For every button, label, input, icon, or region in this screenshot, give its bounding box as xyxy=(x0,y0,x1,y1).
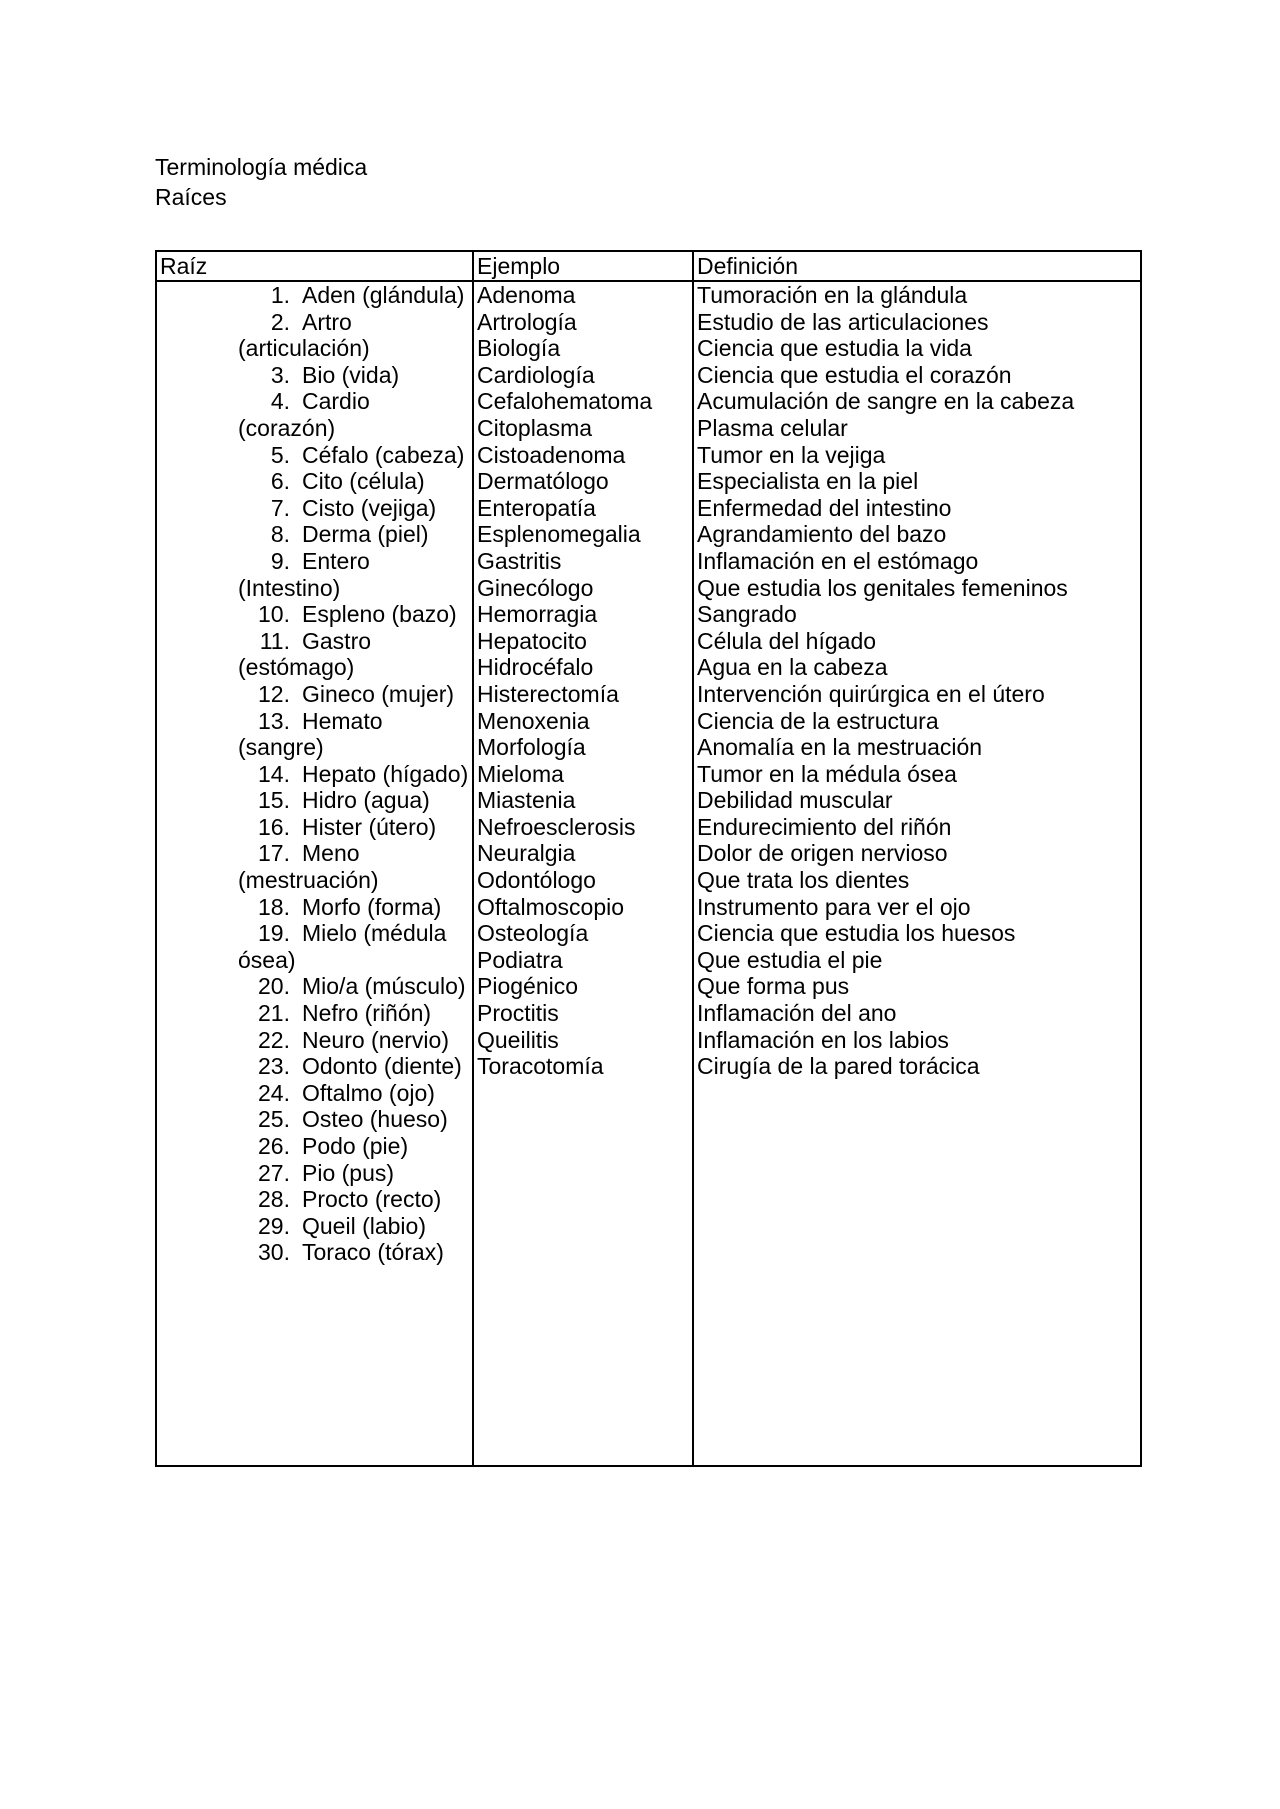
root-item xyxy=(160,1053,469,1080)
example-item: Dermatólogo xyxy=(477,468,609,495)
definition-item: Que trata los dientes xyxy=(697,867,910,894)
example-item: Toracotomía xyxy=(477,1053,604,1080)
definition-item: Tumoración en la glándula xyxy=(697,282,968,308)
root-label: Neuro (nervio) xyxy=(302,1026,449,1053)
root-item xyxy=(160,521,469,548)
root-item xyxy=(160,1133,469,1160)
example-item: Adenoma xyxy=(477,282,576,308)
example-item: Artrología xyxy=(477,308,577,335)
root-number: 29. xyxy=(258,1212,290,1239)
definition-item: Tumor en la médula ósea xyxy=(697,760,957,787)
root-number: 20. xyxy=(258,973,290,1000)
root-item xyxy=(160,495,469,522)
root-number: 2. xyxy=(270,308,290,335)
root-number: 21. xyxy=(258,1000,290,1027)
root-number: 6. xyxy=(270,468,290,495)
root-item xyxy=(160,1027,469,1054)
definition-item: Anomalía en la mestruación xyxy=(697,734,983,761)
root-label: Hemato (sangre) xyxy=(238,707,383,761)
example-item: Podiatra xyxy=(477,946,563,973)
root-item xyxy=(160,309,469,362)
root-number: 16. xyxy=(258,813,290,840)
root-item xyxy=(160,681,469,708)
root-item xyxy=(160,388,469,441)
example-item: Hemorragia xyxy=(477,601,598,628)
root-item xyxy=(160,1160,469,1187)
example-item: Enteropatía xyxy=(477,494,596,521)
root-label: Odonto (diente) xyxy=(302,1053,462,1080)
root-item xyxy=(160,787,469,814)
root-label: Oftalmo (ojo) xyxy=(302,1079,435,1106)
definition-item: Acumulación de sangre en la cabeza xyxy=(697,388,1075,415)
definition-item: Especialista en la piel xyxy=(697,468,919,495)
root-label: Osteo (hueso) xyxy=(302,1106,448,1133)
definition-item: Ciencia que estudia la vida xyxy=(697,335,972,362)
example-item: Miastenia xyxy=(477,787,576,814)
root-label: Queil (labio) xyxy=(302,1212,426,1239)
root-label: Meno (mestruación) xyxy=(238,840,379,894)
root-item xyxy=(160,761,469,788)
example-item: Odontólogo xyxy=(477,867,596,894)
example-item: Gastritis xyxy=(477,547,562,574)
root-number: 28. xyxy=(258,1186,290,1213)
root-item xyxy=(160,601,469,628)
definition-item: Que estudia los genitales femeninos xyxy=(697,574,1068,601)
root-item xyxy=(160,973,469,1000)
definition-item: Plasma celular xyxy=(697,414,848,441)
root-number: 27. xyxy=(258,1159,290,1186)
definition-item: Dolor de origen nervioso xyxy=(697,840,948,867)
root-item xyxy=(160,442,469,469)
root-item xyxy=(160,1080,469,1107)
root-number: 13. xyxy=(258,707,290,734)
examples-list xyxy=(477,282,689,1080)
root-label: Procto (recto) xyxy=(302,1186,442,1213)
root-item xyxy=(160,1213,469,1240)
document-subtitle: Raíces xyxy=(155,184,227,210)
example-item: Citoplasma xyxy=(477,414,593,441)
definition-item: Que estudia el pie xyxy=(697,946,883,973)
root-number: 26. xyxy=(258,1133,290,1159)
definition-item: Inflamación del ano xyxy=(697,1000,897,1027)
root-label: Hidro (agua) xyxy=(302,787,430,814)
root-number: 23. xyxy=(258,1053,290,1080)
document-title: Terminología médica xyxy=(155,154,368,180)
example-item: Cardiología xyxy=(477,361,595,388)
example-item: Osteología xyxy=(477,920,589,947)
root-label: Artro (articulación) xyxy=(238,308,370,362)
root-label: Nefro (riñón) xyxy=(302,1000,432,1027)
root-label: Cisto (vejiga) xyxy=(302,494,437,521)
example-item: Cefalohematoma xyxy=(477,388,653,415)
root-label: Pio (pus) xyxy=(302,1159,395,1186)
root-number: 14. xyxy=(258,760,290,787)
root-label: Toraco (tórax) xyxy=(302,1239,444,1266)
root-number: 5. xyxy=(270,441,290,468)
example-item: Menoxenia xyxy=(477,707,590,734)
root-item xyxy=(160,282,469,309)
example-item: Morfología xyxy=(477,734,586,761)
example-item: Mieloma xyxy=(477,760,564,787)
example-item: Neuralgia xyxy=(477,840,576,867)
table-header-row xyxy=(156,251,1141,281)
root-label: Aden (glándula) xyxy=(302,282,465,308)
definition-item: Ciencia de la estructura xyxy=(697,707,939,734)
example-item: Proctitis xyxy=(477,1000,559,1027)
definition-item: Ciencia que estudia el corazón xyxy=(697,361,1012,388)
definitions-cell xyxy=(693,281,1141,1466)
definition-item: Inflamación en el estómago xyxy=(697,547,979,574)
example-item: Esplenomegalia xyxy=(477,521,641,548)
roots-list xyxy=(160,282,469,1266)
roots-cell xyxy=(156,281,473,1466)
example-item: Histerectomía xyxy=(477,680,619,707)
root-label: Gastro (estómago) xyxy=(238,627,372,681)
definition-item: Célula del hígado xyxy=(697,627,877,654)
root-label: Céfalo (cabeza) xyxy=(302,441,465,468)
root-item xyxy=(160,548,469,601)
example-item: Oftalmoscopio xyxy=(477,893,625,920)
root-number: 12. xyxy=(258,680,290,707)
document-heading xyxy=(155,152,367,212)
definition-item: Enfermedad del intestino xyxy=(697,494,952,521)
root-number: 22. xyxy=(258,1026,290,1053)
root-item xyxy=(160,362,469,389)
definition-item: Agua en la cabeza xyxy=(697,654,888,681)
root-item xyxy=(160,920,469,973)
root-label: Morfo (forma) xyxy=(302,893,442,920)
example-item: Piogénico xyxy=(477,973,579,1000)
root-item xyxy=(160,814,469,841)
root-label: Espleno (bazo) xyxy=(302,601,457,628)
root-number: 4. xyxy=(270,388,290,415)
example-item: Nefroesclerosis xyxy=(477,813,636,840)
root-item xyxy=(160,708,469,761)
root-label: Cardio (corazón) xyxy=(238,388,370,441)
root-label: Cito (célula) xyxy=(302,468,425,495)
header-ejemplo: Ejemplo xyxy=(473,251,693,281)
root-label: Mielo (médula ósea) xyxy=(238,920,447,973)
definition-item: Endurecimiento del riñón xyxy=(697,813,952,840)
example-item: Queilitis xyxy=(477,1026,559,1053)
root-item xyxy=(160,468,469,495)
definition-item: Tumor en la vejiga xyxy=(697,441,886,468)
definition-item: Intervención quirúrgica en el útero xyxy=(697,680,1045,707)
root-number: 1. xyxy=(270,282,290,308)
root-number: 11. xyxy=(259,627,290,654)
header-raiz: Raíz xyxy=(156,251,473,281)
definition-item: Debilidad muscular xyxy=(697,787,893,814)
definition-item: Sangrado xyxy=(697,601,797,628)
definition-item: Instrumento para ver el ojo xyxy=(697,893,971,920)
root-number: 30. xyxy=(258,1239,290,1266)
root-item xyxy=(160,840,469,893)
root-number: 3. xyxy=(270,361,290,388)
root-label: Mio/a (músculo) xyxy=(302,973,466,1000)
root-number: 8. xyxy=(270,521,290,548)
root-label: Hister (útero) xyxy=(302,813,437,840)
root-item xyxy=(160,628,469,681)
root-item xyxy=(160,1106,469,1133)
header-definicion: Definición xyxy=(693,251,1141,281)
table-body-row xyxy=(156,281,1141,1466)
root-number: 25. xyxy=(258,1106,290,1133)
root-number: 10. xyxy=(258,601,290,628)
root-label: Gineco (mujer) xyxy=(302,680,455,707)
example-item: Hepatocito xyxy=(477,627,587,654)
example-item: Hidrocéfalo xyxy=(477,654,594,681)
definition-item: Estudio de las articulaciones xyxy=(697,308,989,335)
root-item xyxy=(160,1186,469,1213)
root-label: Podo (pie) xyxy=(302,1133,409,1159)
definition-item: Ciencia que estudia los huesos xyxy=(697,920,1016,947)
root-label: Hepato (hígado) xyxy=(302,760,469,787)
definition-item: Agrandamiento del bazo xyxy=(697,521,947,548)
root-label: Entero (Intestino) xyxy=(238,547,370,601)
definition-item: Cirugía de la pared torácica xyxy=(697,1053,980,1080)
examples-cell xyxy=(473,281,693,1466)
root-label: Derma (piel) xyxy=(302,521,429,548)
root-item xyxy=(160,1000,469,1027)
terminology-table xyxy=(155,250,1142,1467)
root-label: Bio (vida) xyxy=(302,361,400,388)
example-item: Biología xyxy=(477,335,561,362)
example-item: Ginecólogo xyxy=(477,574,594,601)
root-number: 19. xyxy=(258,920,290,947)
root-number: 15. xyxy=(258,787,290,814)
definitions-list xyxy=(697,282,1137,1080)
root-item xyxy=(160,894,469,921)
root-item xyxy=(160,1239,469,1266)
example-item: Cistoadenoma xyxy=(477,441,626,468)
root-number: 17. xyxy=(258,840,290,867)
root-number: 18. xyxy=(258,893,290,920)
root-number: 24. xyxy=(258,1079,290,1106)
root-number: 9. xyxy=(270,547,290,574)
root-number: 7. xyxy=(270,494,290,521)
definition-item: Que forma pus xyxy=(697,973,850,1000)
definition-item: Inflamación en los labios xyxy=(697,1026,949,1053)
